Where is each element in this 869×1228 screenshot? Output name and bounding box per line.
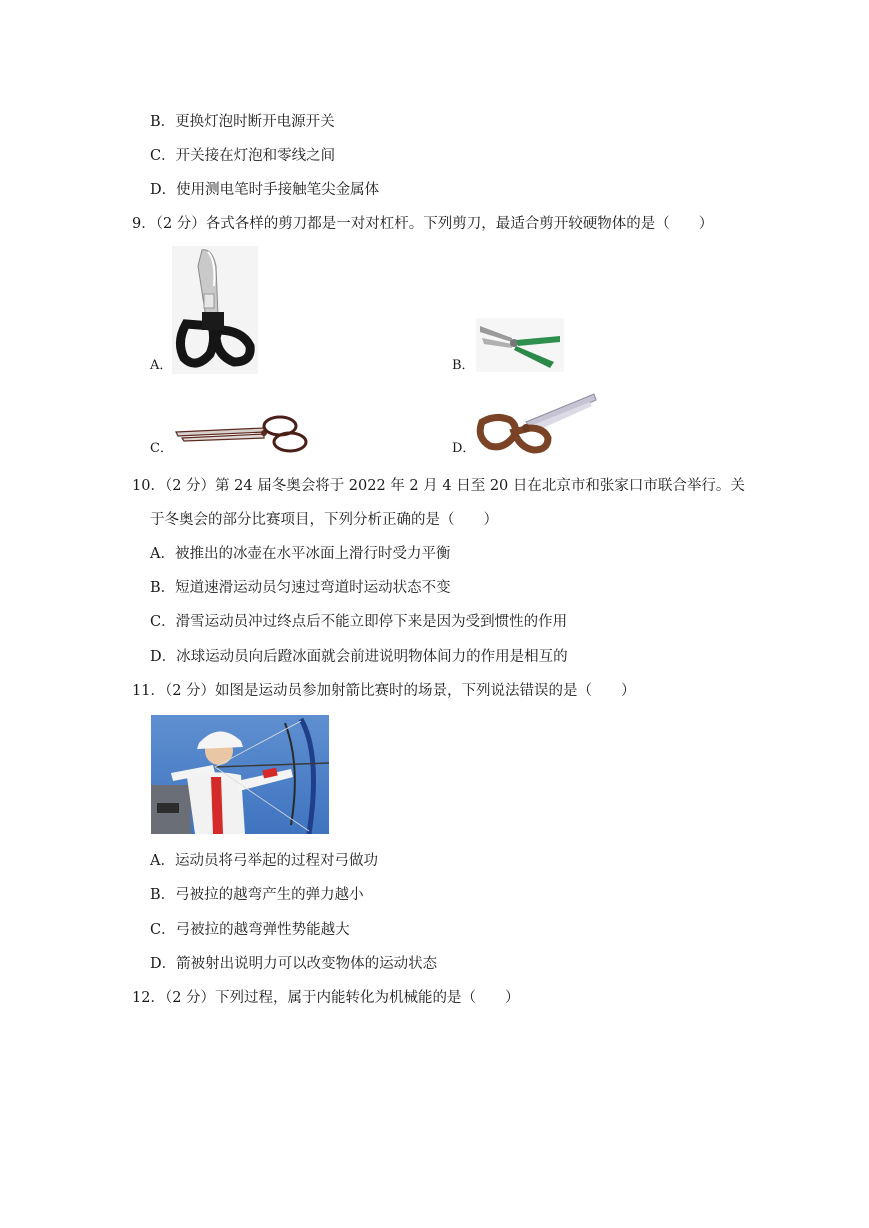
q8-option-b: B．更换灯泡时断开电源开关 [150, 114, 335, 130]
scissors-b-image [476, 318, 564, 372]
q8-option-c: C．开关接在灯泡和零线之间 [150, 148, 336, 164]
q11-option-a: A．运动员将弓举起的过程对弓做功 [150, 853, 378, 869]
q8-option-d: D．使用测电笔时手接触笔尖金属体 [150, 182, 380, 198]
scissors-c-image [172, 412, 312, 454]
q10-stem-line1: 10．（2 分）第 24 届冬奥会将于 2022 年 2 月 4 日至 20 日在北京市和张家口市联合举行。关 [132, 478, 745, 494]
archery-photo [151, 715, 329, 834]
q11-option-c: C．弓被拉的越弯弹性势能越大 [150, 922, 350, 938]
scissors-a-image [172, 246, 258, 374]
scissors-d-image [474, 392, 598, 456]
q10-option-a: A．被推出的冰壶在水平冰面上滑行时受力平衡 [150, 546, 451, 562]
q9-stem: 9．（2 分）各式各样的剪刀都是一对对杠杆。下列剪刀，最适合剪开较硬物体的是（ ） [132, 216, 714, 232]
q11-option-b: B．弓被拉的越弯产生的弹力越小 [150, 887, 364, 903]
q12-stem: 12．（2 分）下列过程，属于内能转化为机械能的是（ ） [132, 990, 520, 1006]
q9-label-d: D． [452, 441, 476, 456]
q10-stem-line2: 于冬奥会的部分比赛项目，下列分析正确的是（ ） [150, 512, 498, 528]
q10-option-b: B．短道速滑运动员匀速过弯道时运动状态不变 [150, 580, 451, 596]
q9-label-b: B． [452, 358, 475, 373]
q10-option-c: C．滑雪运动员冲过终点后不能立即停下来是因为受到惯性的作用 [150, 614, 568, 630]
q9-label-a: A． [150, 358, 173, 373]
q9-label-c: C． [150, 441, 173, 456]
q10-option-d: D．冰球运动员向后蹬冰面就会前进说明物体间力的作用是相互的 [150, 649, 568, 665]
q11-option-d: D．箭被射出说明力可以改变物体的运动状态 [150, 956, 438, 972]
q11-stem: 11．（2 分）如图是运动员参加射箭比赛时的场景，下列说法错误的是（ ） [132, 683, 636, 699]
